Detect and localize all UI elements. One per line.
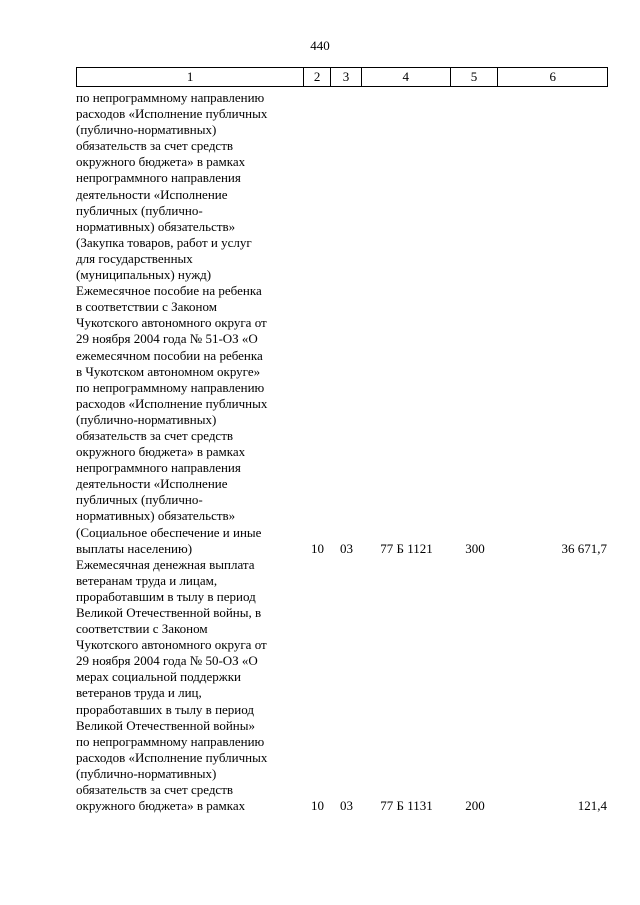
description-line: ветеранам труда и лицам,: [76, 572, 218, 588]
description-line: окружного бюджета» в рамках: [76, 154, 246, 170]
description-line: непрограммного направления: [76, 460, 241, 476]
table-row: [76, 557, 608, 815]
description-line: соответствии с Законом: [76, 621, 208, 637]
header-col-5: 5: [451, 68, 499, 86]
description-line: окружного бюджета» в рамках: [76, 444, 246, 460]
description-line: (Закупка товаров, работ и услуг: [76, 234, 252, 250]
cell-col-3: 03: [340, 540, 353, 556]
description-line: обязательств за счет средств: [76, 138, 234, 154]
cell-col-4: 77 Б 1131: [380, 798, 433, 814]
row-description: [76, 557, 304, 815]
description-line: обязательств за счет средств: [76, 427, 234, 443]
header-col-2: 2: [304, 68, 331, 86]
description-line: по непрограммному направлению: [76, 733, 265, 749]
description-line: ветеранов труда и лиц,: [76, 685, 202, 701]
description-line: по непрограммному направлению: [76, 90, 265, 105]
description-line: нормативных) обязательств»: [76, 508, 236, 524]
description-line: (публично-нормативных): [76, 122, 217, 138]
header-col-3: 3: [331, 68, 362, 86]
table-header: [76, 67, 608, 87]
description-line: Великой Отечественной войны, в: [76, 605, 262, 620]
page-number: 440: [310, 38, 330, 53]
description-line: выплаты населению): [76, 540, 193, 556]
description-line: публичных (публично-: [76, 202, 203, 218]
description-line: Ежемесячная денежная выплата: [76, 556, 255, 572]
description-line: расходов «Исполнение публичных: [76, 395, 268, 411]
description-line: окружного бюджета» в рамках: [76, 798, 246, 814]
description-line: в соответствии с Законом: [76, 299, 217, 315]
description-line: Чукотского автономного округа от: [76, 637, 267, 653]
description-line: публичных (публично-: [76, 492, 203, 508]
table-row: [76, 283, 608, 557]
cell-col-5: 200: [465, 798, 485, 814]
cell-col-6: 36 671,7: [561, 540, 607, 556]
cell-col-3: 03: [340, 798, 353, 814]
description-line: мерах социальной поддержки: [76, 669, 242, 685]
description-line: (Социальное обеспечение и иные: [76, 524, 262, 540]
description-line: 29 ноября 2004 года № 50-ОЗ «О: [76, 653, 258, 669]
header-col-4: 4: [362, 68, 451, 86]
description-line: для государственных: [76, 250, 193, 266]
description-line: непрограммного направления: [76, 170, 241, 186]
description-line: расходов «Исполнение публичных: [76, 106, 268, 122]
header-col-6: 6: [549, 69, 556, 84]
description-line: ежемесячном пособии на ребенка: [76, 347, 263, 363]
description-line: по непрограммному направлению: [76, 379, 265, 395]
description-line: деятельности «Исполнение: [76, 476, 228, 492]
description-line: 29 ноября 2004 года № 51-ОЗ «О: [76, 331, 258, 347]
description-line: Ежемесячное пособие на ребенка: [76, 283, 262, 299]
cell-col-2: 10: [311, 540, 324, 556]
cell-col-5: 300: [465, 540, 485, 556]
table-row: [76, 90, 608, 283]
table-body: [76, 90, 608, 814]
description-line: Чукотского автономного округа от: [76, 315, 267, 331]
description-line: Великой Отечественной войны»: [76, 717, 255, 733]
row-description: [76, 283, 304, 557]
description-line: (муниципальных) нужд): [76, 267, 212, 283]
description-line: (публично-нормативных): [76, 411, 217, 427]
description-line: расходов «Исполнение публичных: [76, 749, 268, 765]
description-line: нормативных) обязательств»: [76, 218, 236, 234]
description-line: обязательств за счет средств: [76, 782, 234, 798]
header-col-1: 1: [77, 68, 304, 86]
description-line: деятельности «Исполнение: [76, 186, 228, 202]
cell-col-6: 121,4: [577, 798, 607, 814]
description-line: проработавших в тылу в период: [76, 701, 254, 717]
description-line: в Чукотском автономном округе»: [76, 363, 261, 379]
description-line: (публично-нормативных): [76, 765, 217, 781]
description-line: проработавшим в тылу в период: [76, 588, 256, 604]
cell-col-2: 10: [311, 798, 324, 814]
cell-col-4: 77 Б 1121: [380, 540, 433, 556]
row-description: [76, 90, 304, 283]
